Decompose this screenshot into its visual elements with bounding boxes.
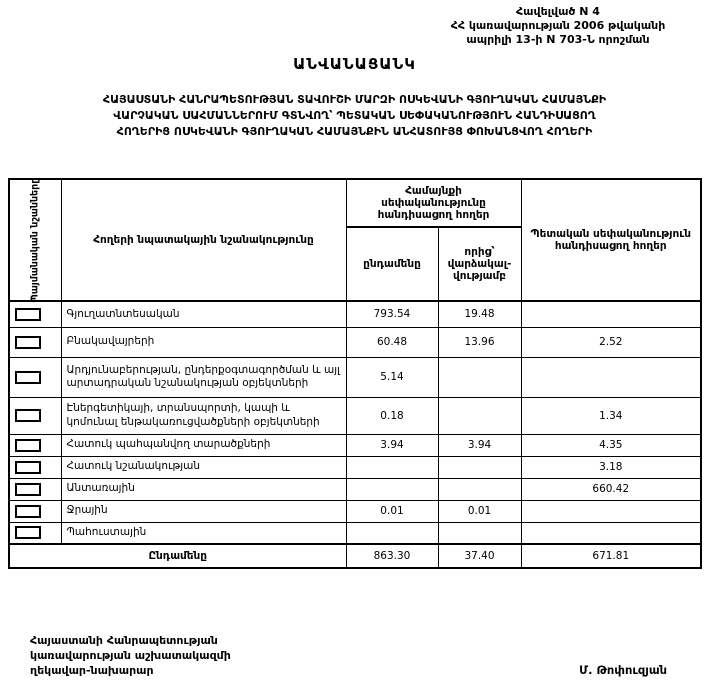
appendix-line-2: ՀՀ կառավարության 2006 թվականի [450, 18, 666, 32]
community-leased-cell [438, 522, 521, 544]
total-community-total-cell: 863.30 [346, 544, 438, 568]
community-total-cell: 793.54 [346, 301, 438, 327]
community-total-column-header: ընդամենը [346, 227, 438, 301]
community-total-cell: 5.14 [346, 357, 438, 397]
signatory-line-2: կառավարության աշխատակազմի [30, 649, 231, 663]
legend-checkbox [15, 526, 41, 539]
category-cell: Բնակավայրերի [61, 327, 346, 357]
legend-checkbox [15, 439, 41, 452]
community-leased-cell [438, 357, 521, 397]
legend-checkbox [15, 461, 41, 474]
legend-checkbox [15, 371, 41, 384]
category-cell: Արդյունաբերության, ընդերքօգտագործման և այլ արտադրական նշանակության օբյեկտների [61, 357, 346, 397]
state-cell: 3.18 [521, 456, 701, 478]
subtitle-line-2: ՎԱՐՉԱԿԱՆ ՍԱՀՄԱՆՆԵՐՈՒՄ ԳՏՆՎՈՂ՝ ՊԵՏԱԿԱՆ ՍԵՓԱԿԱՆՈՒԹՅՈՒՆ ՀԱՆԴԻՍԱՑՈՂ [113, 108, 596, 122]
sign-cell [9, 397, 61, 434]
table-row [9, 478, 701, 500]
state-cell: 660.42 [521, 478, 701, 500]
legend-checkbox [15, 505, 41, 518]
sign-cell [9, 301, 61, 327]
community-ownership-group-header: Համայնքի սեփականությունը հանդիսացող հողեր [346, 179, 521, 227]
table-row [9, 522, 701, 544]
state-ownership-column-header: Պետական սեփականություն հանդիսացող հողեր [521, 179, 701, 301]
total-community-leased-cell: 37.40 [438, 544, 521, 568]
community-leased-cell [438, 456, 521, 478]
legend-checkbox [15, 409, 41, 422]
state-cell [521, 500, 701, 522]
appendix-note [413, 5, 703, 46]
community-leased-column-header: որից՝ վարձակալվությամբ [438, 227, 521, 301]
community-leased-cell: 0.01 [438, 500, 521, 522]
sign-cell [9, 327, 61, 357]
total-row [9, 544, 701, 568]
community-total-cell: 0.18 [346, 397, 438, 434]
community-leased-cell: 3.94 [438, 434, 521, 456]
total-state-cell: 671.81 [521, 544, 701, 568]
category-cell: Հատուկ նշանակության [61, 456, 346, 478]
table-row [9, 456, 701, 478]
subtitle-line-1: ՀԱՅԱՍՏԱՆԻ ՀԱՆՐԱՊԵՏՈՒԹՅԱՆ ՏԱՎՈՒՇԻ ՄԱՐԶԻ ՈՍԿԵՎԱՆԻ ԳՅՈՒՂԱԿԱՆ ՀԱՄԱՅՆՔԻ [102, 93, 607, 106]
signs-column-label: Պայմանական նշանները [29, 177, 41, 303]
community-total-cell: 3.94 [346, 434, 438, 456]
community-leased-cell: 19.48 [438, 301, 521, 327]
sign-cell [9, 434, 61, 456]
table-row [9, 327, 701, 357]
subtitle-line-3: ՀՈՂԵՐԻՑ ՈՍԿԵՎԱՆԻ ԳՅՈՒՂԱԿԱՆ ՀԱՄԱՅՆՔԻՆ ԱՆՀԱՏՈՒՅՑ ՓՈԽԱՆՑՎՈՂ ՀՈՂԵՐԻ [116, 124, 593, 138]
community-leased-cell: 13.96 [438, 327, 521, 357]
sign-cell [9, 478, 61, 500]
sign-cell [9, 456, 61, 478]
sign-cell [9, 500, 61, 522]
appendix-line-3: ապրիլի 13-ի N 703-Ն որոշման [466, 32, 650, 46]
sign-cell [9, 522, 61, 544]
signs-column-header [9, 179, 61, 301]
total-label-cell: Ընդամենը [9, 544, 346, 568]
land-transfer-table [8, 178, 702, 569]
category-cell: Անտառային [61, 478, 346, 500]
signatory-line-1: Հայաստանի Հանրապետության [30, 634, 218, 648]
sign-cell [9, 357, 61, 397]
community-total-cell: 60.48 [346, 327, 438, 357]
category-cell: Գյուղատնտեսական [61, 301, 346, 327]
table-row [9, 500, 701, 522]
document-footer [0, 634, 709, 679]
document-title: ԱՆՎԱՆԱՑԱՆԿ [293, 55, 416, 73]
signature-name: Մ. Թոփուզյան [579, 663, 667, 677]
community-leased-cell [438, 397, 521, 434]
community-total-cell [346, 456, 438, 478]
table-row [9, 301, 701, 327]
category-cell: Ջրային [61, 500, 346, 522]
designation-column-header: Հողերի նպատակային նշանակությունը [61, 179, 346, 301]
category-cell: Պահուստային [61, 522, 346, 544]
state-cell: 4.35 [521, 434, 701, 456]
state-cell [521, 357, 701, 397]
community-total-cell [346, 522, 438, 544]
community-total-cell [346, 478, 438, 500]
state-cell: 2.52 [521, 327, 701, 357]
signatory-title-block [30, 634, 231, 679]
community-total-cell: 0.01 [346, 500, 438, 522]
signatory-line-3: ղեկավար-նախարար [30, 664, 154, 678]
legend-checkbox [15, 483, 41, 496]
community-leased-cell [438, 478, 521, 500]
table-row [9, 434, 701, 456]
state-cell [521, 522, 701, 544]
state-cell: 1.34 [521, 397, 701, 434]
table-row [9, 357, 701, 397]
category-cell: Հատուկ պահպանվող տարածքների [61, 434, 346, 456]
document-subtitle [0, 92, 709, 140]
appendix-line-1: Հավելված N 4 [516, 5, 600, 18]
category-cell: Էներգետիկայի, տրանսպորտի, կապի և կոմունալ ենթակառուցվածքների օբյեկտների [61, 397, 346, 434]
legend-checkbox [15, 308, 41, 321]
table-row [9, 397, 701, 434]
legend-checkbox [15, 336, 41, 349]
state-cell [521, 301, 701, 327]
